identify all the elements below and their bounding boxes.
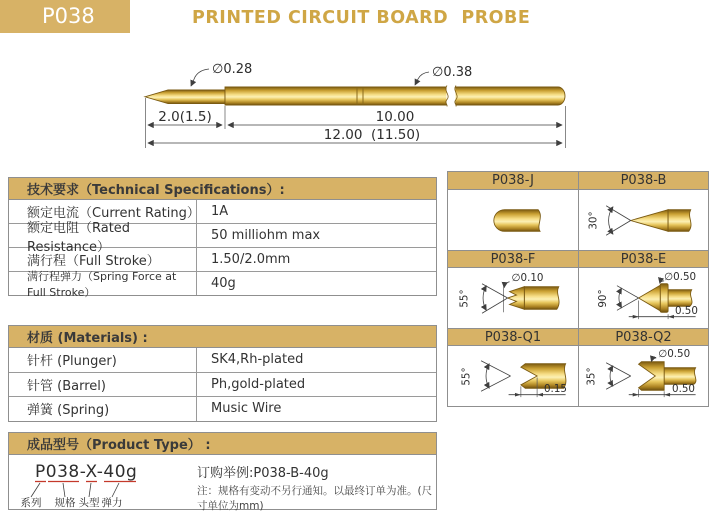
material-row xyxy=(9,372,436,397)
dim-arrow xyxy=(668,314,674,318)
crown-tip-shape xyxy=(639,361,665,390)
head-types-grid xyxy=(447,171,709,407)
length-label: 0.50 xyxy=(672,382,695,395)
spec-value: 1A xyxy=(211,204,229,219)
code-connector xyxy=(89,483,91,497)
leader-line xyxy=(651,357,656,361)
tip-diameter-label: ∅0.50 xyxy=(658,347,691,360)
angle-line xyxy=(481,376,511,391)
spec-label: 满行程（Full Stroke） xyxy=(9,248,197,271)
head-type-drawing-B xyxy=(578,190,708,250)
angle-label: 30° xyxy=(587,210,600,230)
head-type-name: P038-B xyxy=(578,172,708,190)
probe-barrel-shape xyxy=(225,87,565,105)
material-value: SK4,Rh-plated xyxy=(211,352,304,368)
length-label: 0.50 xyxy=(674,304,698,317)
angle-arc xyxy=(619,288,622,308)
angle-arc xyxy=(486,363,489,388)
material-label: 针管 (Barrel) xyxy=(9,373,197,397)
specs-table-header: 技术要求（Technical Specifications）: xyxy=(9,178,436,200)
angle-label: 55° xyxy=(457,288,470,308)
cylinder-shape xyxy=(524,286,559,309)
spec-label: 满行程弹力（Spring Force at Full Stroke） xyxy=(9,272,197,295)
page-title: PRINTED CIRCUIT BOARD PROBE xyxy=(192,8,531,28)
head-type-drawing-F xyxy=(448,268,578,328)
dim-arrow xyxy=(633,314,639,318)
angle-arc xyxy=(609,206,613,234)
materials-table xyxy=(8,325,437,422)
head-type-name: P038-F xyxy=(448,250,578,268)
product-type-table xyxy=(8,432,437,510)
length-label: 0.15 xyxy=(543,382,567,395)
material-label: 弹簧 (Spring) xyxy=(9,397,197,421)
code-connector xyxy=(112,483,119,497)
head-type-name: P038-J xyxy=(448,172,578,190)
code-label-head: 头型 xyxy=(78,497,100,509)
material-value: Ph,gold-plated xyxy=(211,376,306,392)
angle-label: 90° xyxy=(597,288,610,308)
material-row xyxy=(9,348,436,372)
barrel-diameter-label: ∅0.38 xyxy=(432,65,473,80)
angle-arc xyxy=(610,365,613,386)
materials-table-header: 材质 (Materials) : xyxy=(9,326,436,348)
code-label-series: 系列 xyxy=(20,497,42,509)
head-type-name: P038-E xyxy=(578,250,708,268)
crown-tip-shape xyxy=(507,286,524,309)
cone-tip-shape xyxy=(639,285,661,311)
order-example: 订购举例:P038-B-40g xyxy=(197,466,329,481)
code-label-spec: 规格 xyxy=(54,497,76,509)
product-type-body xyxy=(9,455,436,512)
code-connector xyxy=(31,483,40,497)
cylinder-shape xyxy=(668,289,692,306)
leader-line xyxy=(504,281,509,287)
spec-value: 1.50/2.0mm xyxy=(211,252,291,267)
model-badge xyxy=(0,0,130,33)
spec-row xyxy=(9,220,436,255)
plunger-diameter-label: ∅0.28 xyxy=(212,62,253,77)
dim-arrow xyxy=(633,392,639,396)
spec-value: 50 milliohm max xyxy=(211,228,321,243)
spec-row xyxy=(9,269,436,299)
leader-line xyxy=(415,72,429,85)
code-connector xyxy=(63,483,65,497)
probe-dimension-diagram xyxy=(0,45,711,170)
spec-label: 额定电阻（Rated Resistance） xyxy=(9,224,197,247)
material-row xyxy=(9,396,436,421)
head-type-name: P038-Q2 xyxy=(578,328,708,346)
spec-label: 额定电流（Current Rating） xyxy=(9,200,197,223)
probe-plunger-shape xyxy=(145,90,225,104)
barrel-length-label: 10.00 xyxy=(375,109,415,125)
dim-arrow xyxy=(537,392,543,396)
model-text: P038 xyxy=(42,4,95,28)
dim-arrow xyxy=(664,392,670,396)
material-label: 针杆 (Plunger) xyxy=(9,348,197,372)
dim-arrow xyxy=(514,392,520,396)
cylinder-shape xyxy=(668,209,691,231)
angle-label: 55° xyxy=(459,366,472,386)
total-length-label: 12.00 (11.50) xyxy=(323,127,421,143)
ordering-code: P038-X-40g xyxy=(35,462,138,482)
leader-line xyxy=(191,69,209,86)
tip-diameter-label: ∅0.10 xyxy=(511,271,543,284)
head-type-name: P038-Q1 xyxy=(448,328,578,346)
angle-arc xyxy=(483,285,486,310)
dome-tip-shape xyxy=(493,209,540,231)
tip-length-label: 2.0(1.5) xyxy=(158,109,212,125)
head-type-drawing-J xyxy=(448,190,578,250)
technical-specs-table xyxy=(8,177,437,299)
material-value: Music Wire xyxy=(211,401,282,417)
head-type-drawing-Q2 xyxy=(578,346,708,406)
cone-tip-shape xyxy=(631,209,668,231)
spec-value: 40g xyxy=(211,276,236,291)
head-type-drawing-Q1 xyxy=(448,346,578,406)
flange-shape xyxy=(660,283,668,312)
order-note: 注：规格有变动不另行通知。以最终订单为准。(尺寸单位为mm) xyxy=(197,485,433,512)
product-type-header: 成品型号（Product Type） : xyxy=(9,433,436,455)
angle-line xyxy=(481,360,511,375)
code-label-spring: 弹力 xyxy=(101,497,123,509)
ordering-code-diagram xyxy=(19,455,199,509)
flange-diameter-label: ∅0.50 xyxy=(664,270,697,283)
cylinder-shape xyxy=(664,367,696,384)
angle-label: 35° xyxy=(585,366,598,386)
head-type-drawing-E xyxy=(578,268,708,328)
